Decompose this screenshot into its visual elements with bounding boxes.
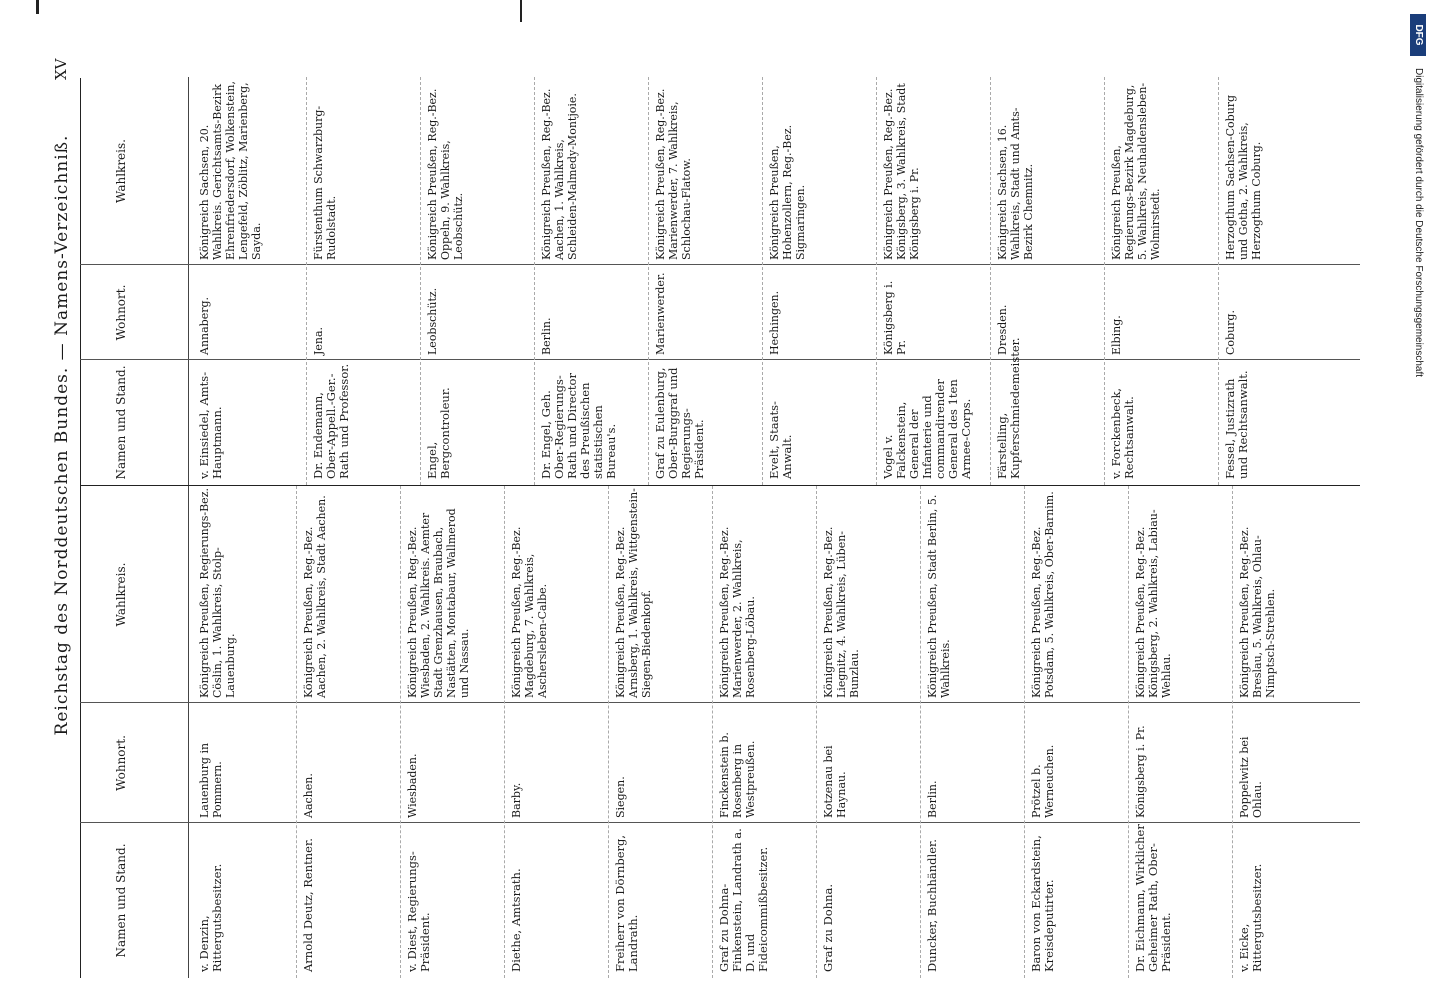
cell-residence: Elbing. [1110,315,1123,355]
cell-residence: Königsberg i. Pr. [1134,725,1147,818]
row-separator [306,77,307,485]
row-separator [920,486,921,978]
cell-residence: Barby. [510,782,523,818]
cell-residence: Jena. [312,326,325,355]
cell-district: Herzogthum Sachsen-Coburg und Gotha, 2. Wahlkreis, Herzogthum Coburg. [1224,94,1263,260]
col-header-name [80,360,189,485]
cell-residence: Dresden. [996,304,1009,355]
col-header-residence [80,265,189,360]
cell-residence: Aachen. [302,773,315,818]
table-row [302,486,406,978]
row-separator [400,486,401,978]
cell-district: Königreich Preußen, Regierungs-Bez. Cöslin, 1. Wahlkreis, Stolp-Lauenburg. [198,488,237,698]
cell-residence: Hechingen. [768,290,781,355]
cell-residence: Siegen. [614,776,627,818]
cell-district: Königreich Preußen, Reg.-Bez. Königsberg, 3. Wahlkreis, Stadt Königsberg i. Pr. [882,83,921,260]
cell-district: Königreich Preußen, Reg.-Bez. Aachen, 2. Wahlkreis, Stadt Aachen. [302,495,328,698]
table-row [540,77,654,485]
cell-name: Färstelling, Kupferschmiedemeister. [995,337,1022,479]
cell-residence: Wiesbaden. [406,753,419,818]
cell-district: Königreich Preußen, Reg.-Bez. Liegnitz, 4. Wahlkreis, Lüben-Bunzlau. [822,526,861,698]
cell-residence: Königsberg i. Pr. [882,280,908,355]
table-row [1238,486,1342,978]
table-row [822,486,926,978]
cell-residence: Leobschütz. [426,287,439,355]
scan-artifact [36,0,39,14]
page-title: Reichstag des Norddeutschen Bundes. — Namens-Verzeichniß. [52,134,72,736]
col-header-name [80,823,189,978]
cell-name: v. Diest, Regierungs-Präsident. [405,851,432,972]
dfg-credit-inner [1408,8,1428,988]
page-number: XV [52,58,70,80]
cell-residence: Poppelwitz bei Ohlau. [1238,736,1264,818]
cell-residence: Finckenstein b. Rosenberg in Westpreußen. [718,732,757,818]
cell-district: Königreich Preußen, Reg.-Bez. Breslau, 5. Wahlkreis, Ohlau-Nimptsch-Strehlen. [1238,526,1277,698]
cell-name: Dr. Eichmann, Wirklicher Geheimer Rath, Ober-Präsident. [1133,824,1173,972]
cell-name: v. Einsiedel, Amts-Hauptmann. [197,371,224,479]
cell-district: Königreich Preußen, Reg.-Bez. Aachen, 1. Wahlkreis, Schleiden-Malmedy-Montjoie. [540,88,579,260]
cell-district: Königreich Sachsen, 20. Wahlkreis. Gerichtsamts-Bezirk Ehrenfriedersdorf, Wolkenstein, Lengefeld, Zöblitz, Marienberg, Sayda. [198,80,263,260]
row-separator [296,486,297,978]
row-separator [1218,77,1219,485]
cell-district: Königreich Preußen, Regierungs-Bezirk Magdeburg, 5. Wahlkreis, Neuhaldensleben-Wolmirstedt. [1110,82,1162,260]
left-table [80,486,1360,978]
table-row [312,77,426,485]
row-separator [534,77,535,485]
cell-district: Königreich Preußen, Stadt Berlin, 5. Wahlkreis. [926,494,952,698]
right-table [80,77,1360,486]
cell-name: Freiherr von Dörnberg, Landrath. [613,834,640,972]
row-separator [420,77,421,485]
cell-residence: Kotzenau bei Haynau. [822,745,848,818]
row-separator [1104,77,1105,485]
table-row [654,77,768,485]
col-header-name-label: Namen und Stand. [114,843,128,958]
row-separator [876,77,877,485]
col-header-residence-label: Wohnort. [114,735,128,791]
cell-residence: Marienwerder. [654,272,667,355]
row-separator [1232,486,1233,978]
cell-name: Baron von Eckardstein, Kreisdeputirter. [1029,835,1056,972]
col-header-district [80,77,189,265]
cell-name: Fessel, Justizrath und Rechtsanwalt. [1223,370,1250,479]
cell-district: Königreich Preußen, Reg.-Bez. Wiesbaden, 2. Wahlkreis. Aemter Stadt Grenzhausen, Braubach, Nastätten, Montabaur, Wallmerod und Nassau. [406,508,471,698]
row-separator [608,486,609,978]
table-row [926,486,1030,978]
cell-name: Dr. Endemann, Ober-Appell.-Ger.-Rath und Professor. [311,363,351,479]
dfg-logo: DFG [1410,14,1426,56]
table-row [882,77,996,485]
table-row [198,77,312,485]
cell-residence: Berlin. [540,317,553,355]
cell-residence: Annaberg. [198,296,211,355]
table-row [1224,77,1338,485]
row-separator [762,77,763,485]
cell-residence: Lauenburg in Pommern. [198,742,224,818]
table-row [198,486,302,978]
scan-artifact [520,0,522,22]
cell-residence: Prötzel b. Werneuchen. [1030,744,1056,818]
cell-name: v. Forckenbeck, Rechtsanwalt. [1109,387,1136,479]
cell-name: Duncker, Buchhändler. [925,839,939,972]
row-separator [816,486,817,978]
cell-name: v. Denzin, Rittergutsbesitzer. [197,863,224,972]
cell-district: Königreich Preußen, Reg.-Bez. Potsdam, 5. Wahlkreis, Ober-Barnim. [1030,491,1056,698]
row-separator [648,77,649,485]
cell-district: Fürstenthum Schwarzburg-Rudolstadt. [312,105,338,260]
cell-district: Königreich Preußen, Reg.-Bez. Arnsberg, 1. Wahlkreis, Wittgenstein-Siegen-Biedenkopf. [614,488,653,698]
table-row [510,486,614,978]
table-row [1134,486,1238,978]
table-row [614,486,718,978]
cell-district: Königreich Preußen, Reg.-Bez. Oppeln, 9. Wahlkreis, Leobschütz. [426,88,465,260]
cell-name: Diethe, Amtsrath. [509,868,523,972]
table-row [426,77,540,485]
dfg-credit-text: Digitalisierung gefördert durch die Deutsche Forschungsgemeinschaft [1413,68,1424,378]
cell-name: Graf zu Eulenburg, Ober-Burggraf und Regierungs-Präsident. [653,367,706,479]
col-header-district-label: Wahlkreis. [114,562,128,627]
cell-district: Königreich Preußen, Hohenzollern, Reg.-Bez. Sigmaringen. [768,124,807,260]
cell-district: Königreich Sachsen, 16. Wahlkreis, Stadt und Amts-Bezirk Chemnitz. [996,107,1035,260]
cell-name: Dr. Engel, Geh. Ober-Regierungs-Rath und Director des Preußischen statistischen Bureau's. [539,373,618,479]
cell-district: Königreich Preußen, Reg.-Bez. Marienwerder, 7. Wahlkreis, Schlochau-Flatow. [654,88,693,260]
cell-residence: Coburg. [1224,310,1237,355]
cell-name: Evelt, Staats-Anwalt. [767,401,794,479]
cell-name: v. Eicke, Rittergutsbesitzer. [1237,863,1264,972]
table-row [406,486,510,978]
cell-district: Königreich Preußen, Reg.-Bez. Magdeburg, 7. Wahlkreis, Aschersleben-Calbe. [510,526,549,698]
row-separator [1024,486,1025,978]
col-header-district [80,486,189,703]
table-row [996,77,1110,485]
table-row [1030,486,1134,978]
col-header-name-label: Namen und Stand. [114,365,128,480]
col-header-residence-label: Wohnort. [114,284,128,341]
cell-district: Königreich Preußen, Reg.-Bez. Marienwerder, 2. Wahlkreis, Rosenberg-Löbau. [718,526,757,698]
cell-name: Vogel v. Falckenstein, General der Infanterie und commandirender General des 1ten Armee-Corps. [881,379,973,479]
cell-name: Arnold Deutz, Rentner. [301,838,315,972]
table-row [718,486,822,978]
cell-name: Graf zu Dohna-Finkenstein, Landrath a. D. und Fideicommißbesitzer. [717,828,770,972]
table-row [1110,77,1224,485]
cell-district: Königreich Preußen, Reg.-Bez. Königsberg, 2. Wahlkreis, Labiau-Wehlau. [1134,509,1173,698]
cell-residence: Berlin. [926,780,939,818]
row-separator [1128,486,1129,978]
col-header-district-label: Wahlkreis. [114,139,128,203]
row-separator [712,486,713,978]
row-separator [504,486,505,978]
cell-name: Engel, Bergcontroleur. [425,387,452,479]
row-separator [990,77,991,485]
cell-name: Graf zu Dohna. [821,883,835,972]
col-header-residence [80,703,189,823]
table-row [768,77,882,485]
dfg-credit-strip [1408,8,1428,988]
